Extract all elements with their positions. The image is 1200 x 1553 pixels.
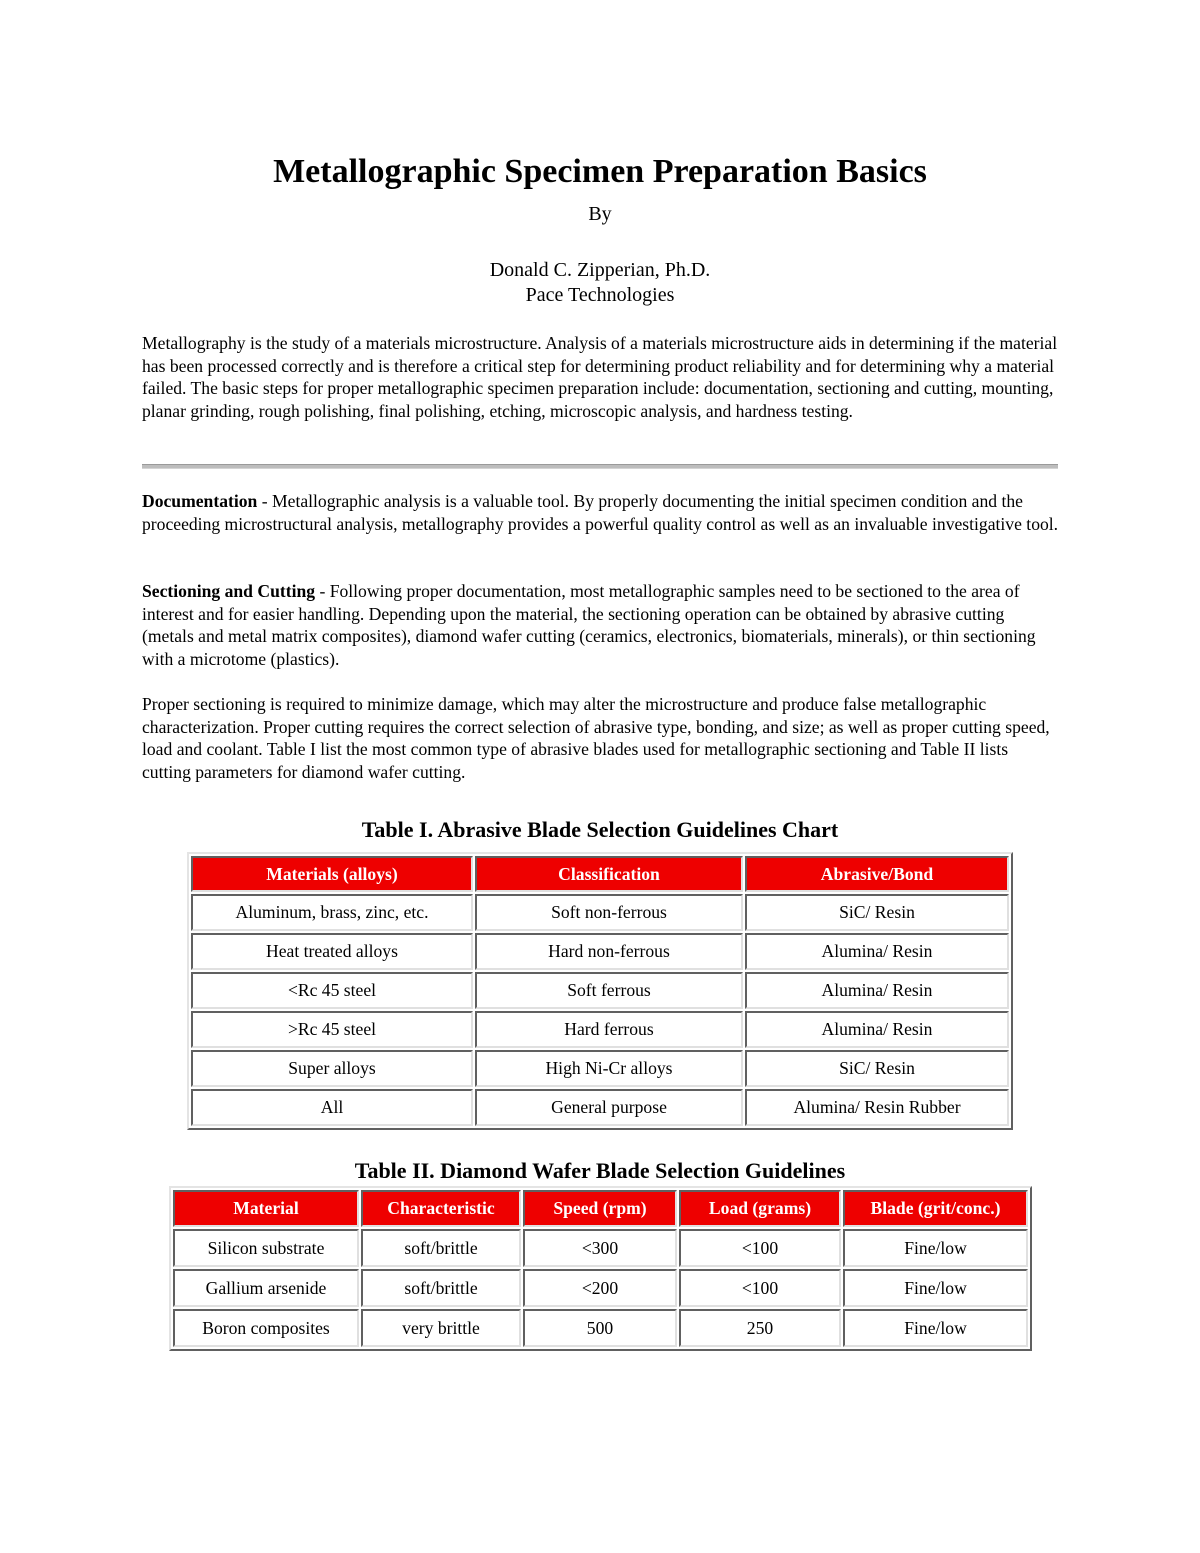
- author-organization: Pace Technologies: [525, 284, 675, 306]
- table-header-cell: Material: [173, 1190, 359, 1227]
- author-block: [0, 258, 1200, 308]
- sectioning-body: - Following proper documentation, most metallographic samples need to be sectioned to the area of interest and for easier handling. Depending upon the material, the sectioning operation can be obtained by abrasive cutting (metals and metal matrix composites), diamond wafer cutting (ceramics, electronics, biomaterials, minerals), or thin sectioning with a microtome (plastics).: [142, 581, 1036, 670]
- table-row: [191, 1011, 1009, 1048]
- document-title: Metallographic Specimen Preparation Basics: [273, 153, 927, 190]
- table-row: [191, 972, 1009, 1009]
- table-cell: >Rc 45 steel: [191, 1011, 473, 1048]
- table-cell: Alumina/ Resin: [745, 972, 1009, 1009]
- table-cell: very brittle: [361, 1309, 521, 1347]
- table-cell: Silicon substrate: [173, 1229, 359, 1267]
- table-header-cell: Classification: [475, 856, 743, 892]
- table-cell: Fine/low: [843, 1309, 1028, 1347]
- table-cell: High Ni-Cr alloys: [475, 1050, 743, 1087]
- table-row: [173, 1229, 1028, 1267]
- table-row: [191, 933, 1009, 970]
- table-cell: Hard ferrous: [475, 1011, 743, 1048]
- table-header-cell: Materials (alloys): [191, 856, 473, 892]
- table-cell: <100: [679, 1269, 841, 1307]
- author-name: Donald C. Zipperian, Ph.D.: [489, 259, 711, 281]
- documentation-paragraph: [142, 490, 1060, 535]
- table-cell: SiC/ Resin: [745, 894, 1009, 931]
- table2-title: Table II. Diamond Wafer Blade Selection Guidelines: [354, 1158, 846, 1183]
- table-cell: 500: [523, 1309, 677, 1347]
- documentation-body: - Metallographic analysis is a valuable tool. By properly documenting the initial specimen condition and the proceeding microstructural analysis, metallography provides a powerful quality control as well as an invaluable investigative tool.: [142, 491, 1059, 534]
- table-cell: All: [191, 1089, 473, 1126]
- table-cell: Boron composites: [173, 1309, 359, 1347]
- table-row: [191, 1050, 1009, 1087]
- horizontal-rule: [142, 464, 1058, 469]
- table-cell: soft/brittle: [361, 1229, 521, 1267]
- table-cell: Alumina/ Resin Rubber: [745, 1089, 1009, 1126]
- table-header-cell: Load (grams): [679, 1190, 841, 1227]
- table-cell: Soft non-ferrous: [475, 894, 743, 931]
- sectioning-heading: Sectioning and Cutting: [142, 581, 316, 601]
- table-header-cell: Abrasive/Bond: [745, 856, 1009, 892]
- table-cell: Hard non-ferrous: [475, 933, 743, 970]
- table-row: [191, 894, 1009, 931]
- table-cell: 250: [679, 1309, 841, 1347]
- table-cell: Fine/low: [843, 1229, 1028, 1267]
- proper-sectioning-paragraph: Proper sectioning is required to minimize damage, which may alter the microstructure and produce false metallographic characterization. Proper cutting requires the correct selection of abrasive type, bonding, and size; as well as proper cutting speed, load and coolant. Table I list the most common type of abrasive blades used for metallographic sectioning and Table II lists cutting parameters for diamond wafer cutting.: [142, 694, 1050, 783]
- table-header-cell: Speed (rpm): [523, 1190, 677, 1227]
- table-cell: <100: [679, 1229, 841, 1267]
- table-cell: Alumina/ Resin: [745, 1011, 1009, 1048]
- documentation-heading: Documentation: [142, 491, 258, 511]
- table1-title: Table I. Abrasive Blade Selection Guidelines Chart: [361, 817, 839, 842]
- table-cell: Soft ferrous: [475, 972, 743, 1009]
- table-cell: soft/brittle: [361, 1269, 521, 1307]
- table-header-row: [173, 1190, 1028, 1227]
- table-cell: Heat treated alloys: [191, 933, 473, 970]
- table-cell: Super alloys: [191, 1050, 473, 1087]
- table-header-row: [191, 856, 1009, 892]
- table-cell: <Rc 45 steel: [191, 972, 473, 1009]
- sectioning-paragraph: [142, 580, 1060, 671]
- table-cell: General purpose: [475, 1089, 743, 1126]
- table-cell: <300: [523, 1229, 677, 1267]
- byline: By: [588, 203, 612, 225]
- table-header-cell: Characteristic: [361, 1190, 521, 1227]
- table-cell: Alumina/ Resin: [745, 933, 1009, 970]
- table-row: [191, 1089, 1009, 1126]
- table-cell: Fine/low: [843, 1269, 1028, 1307]
- table-row: [173, 1309, 1028, 1347]
- abrasive-blade-table: [187, 852, 1013, 1130]
- table-cell: Gallium arsenide: [173, 1269, 359, 1307]
- table-row: [173, 1269, 1028, 1307]
- diamond-wafer-blade-table: [169, 1186, 1032, 1351]
- table-cell: <200: [523, 1269, 677, 1307]
- table-cell: SiC/ Resin: [745, 1050, 1009, 1087]
- table-header-cell: Blade (grit/conc.): [843, 1190, 1028, 1227]
- table-cell: Aluminum, brass, zinc, etc.: [191, 894, 473, 931]
- intro-paragraph: Metallography is the study of a materials microstructure. Analysis of a materials microstructure aids in determining if the material has been processed correctly and is therefore a critical step for determining product reliability and for determining why a material failed. The basic steps for proper metallographic specimen preparation include: documentation, sectioning and cutting, mounting, planar grinding, rough polishing, final polishing, etching, microscopic analysis, and hardness testing.: [142, 333, 1058, 422]
